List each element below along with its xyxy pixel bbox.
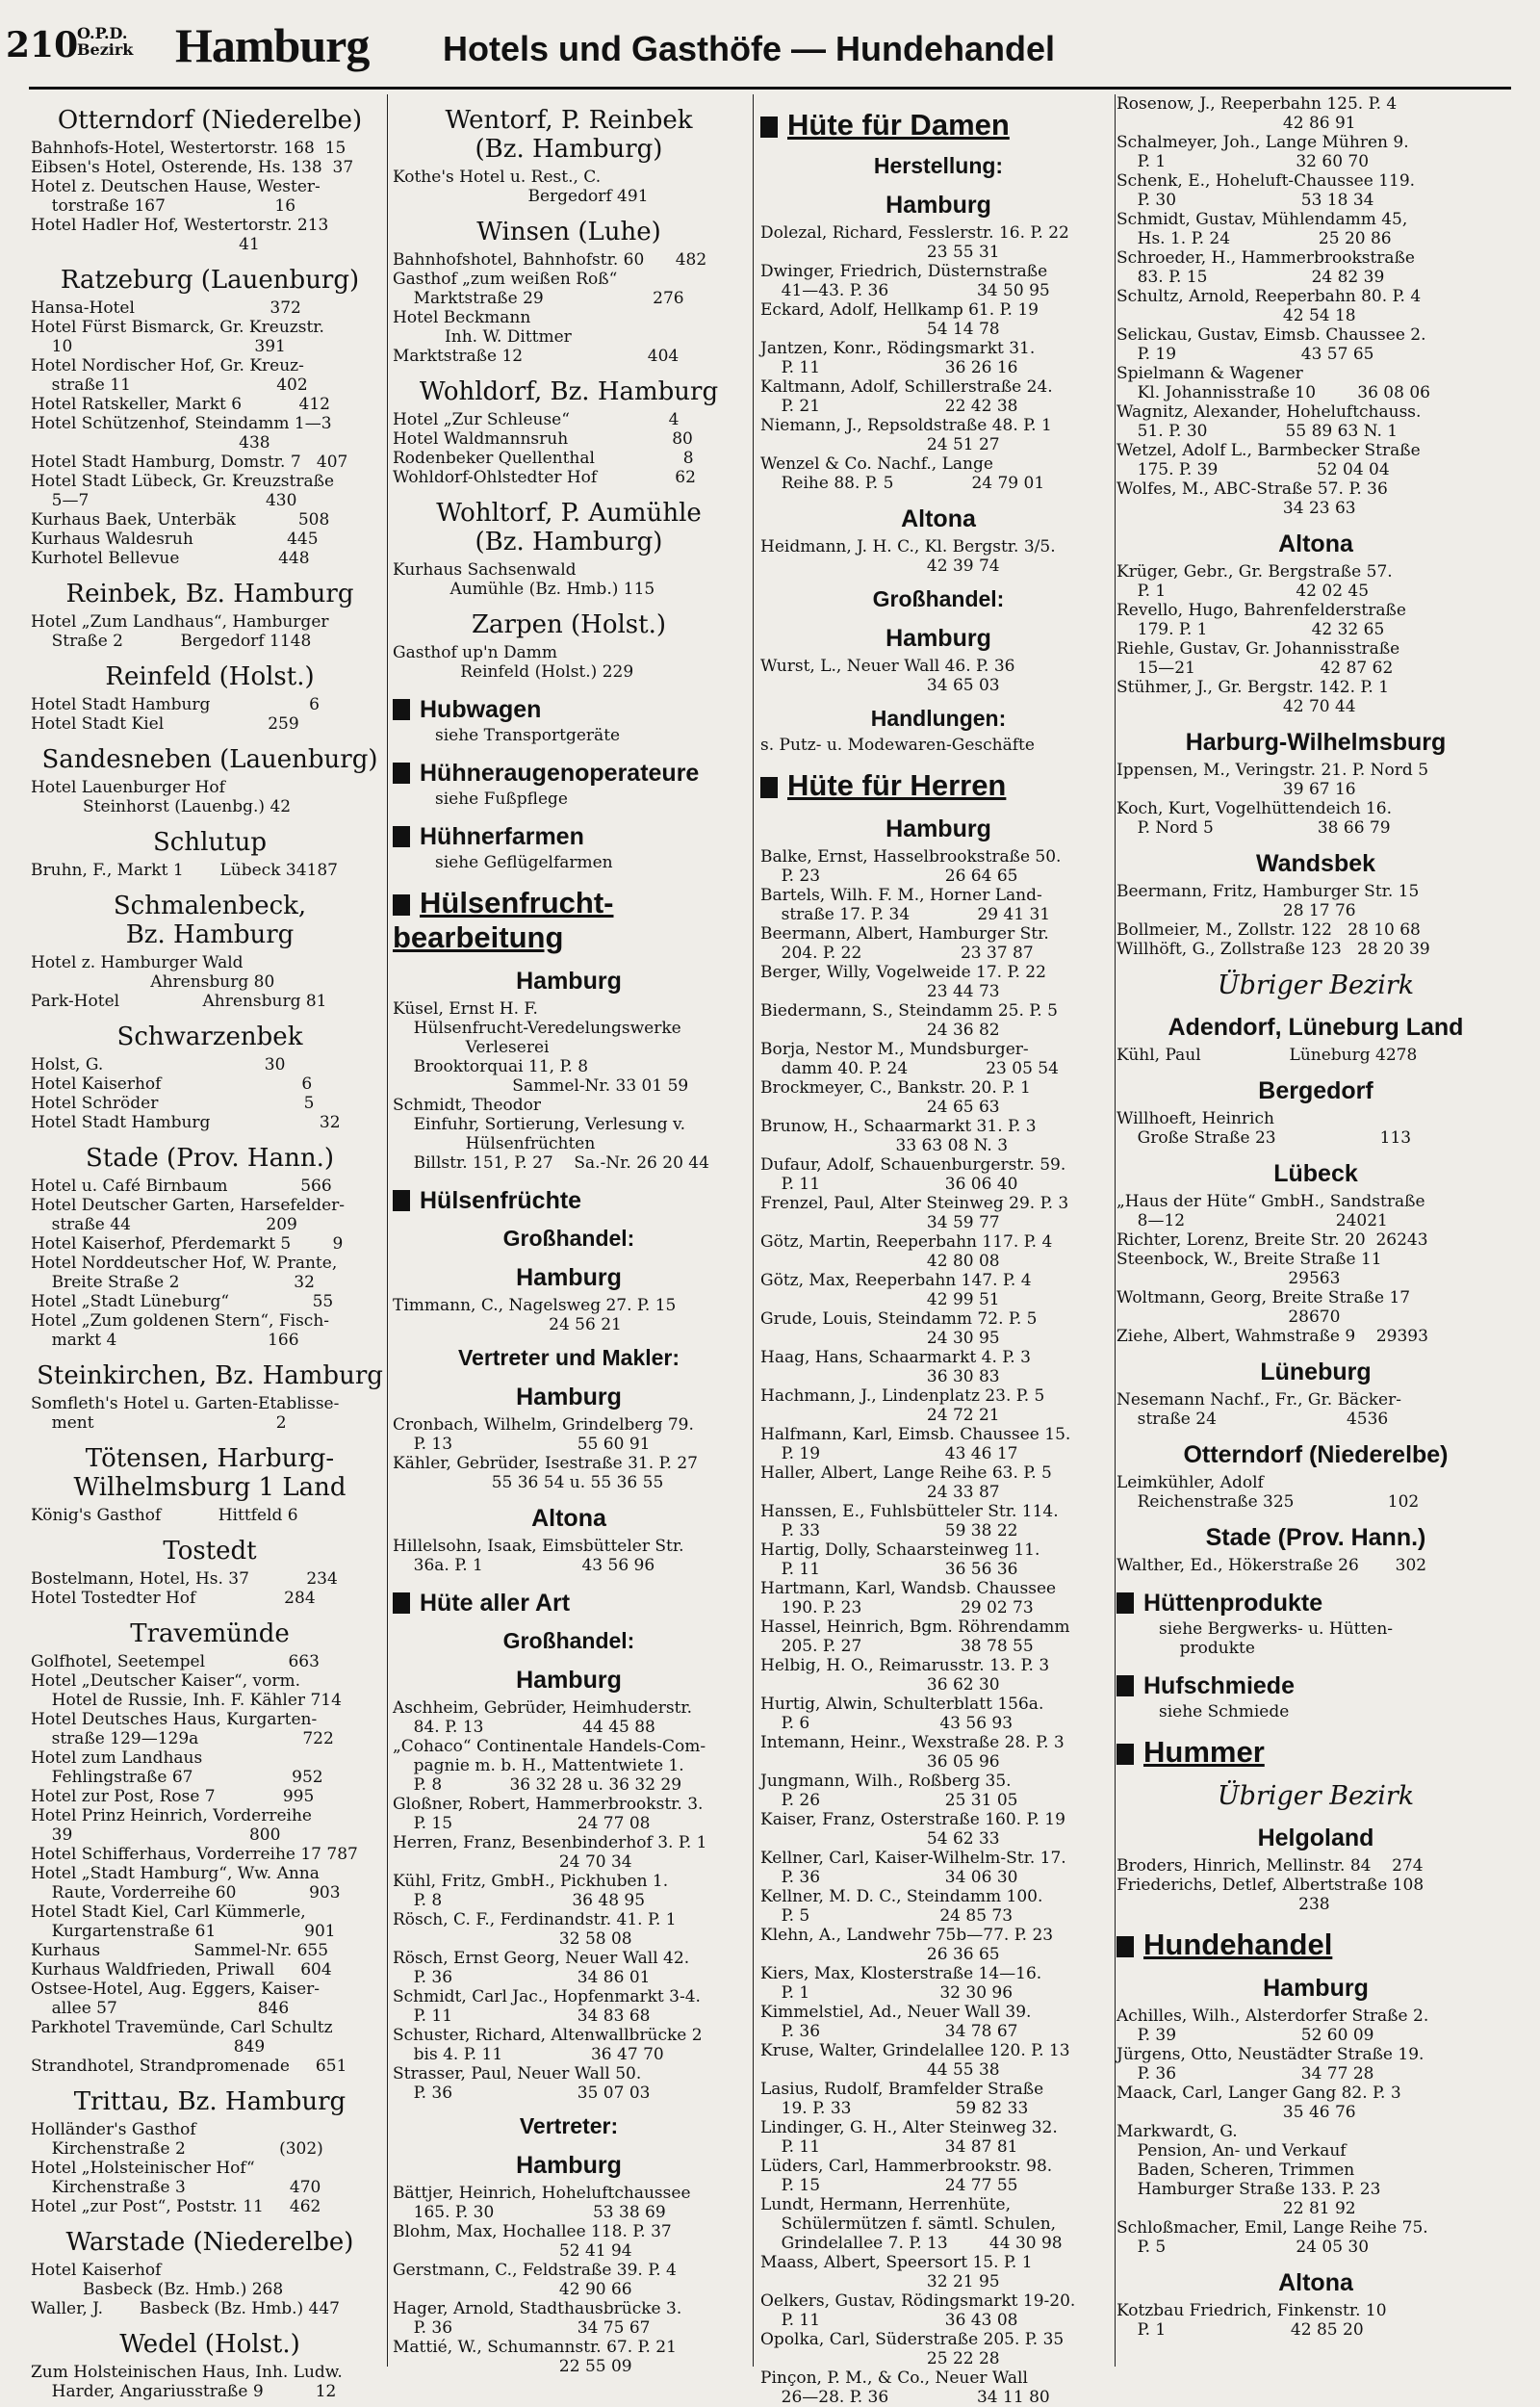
region-heading: Bergedorf	[1258, 1077, 1373, 1104]
listing-entry: Hotel Kaiserhof Basbeck (Bz. Hmb.) 268	[31, 2261, 284, 2299]
region-heading: Wandsbek	[1255, 850, 1376, 877]
region-heading: Adendorf, Lüneburg Land	[1168, 1014, 1464, 1041]
listing-entry: Kurhaus Baek, Unterbäk 508	[31, 510, 330, 530]
place-heading: Stade (Prov. Hann.)	[86, 1144, 334, 1173]
column-1	[31, 94, 389, 2401]
region-heading: Helgoland	[1257, 1825, 1374, 1851]
column-divider	[753, 94, 754, 2367]
category-heading-text: Hülsenfrucht- bearbeitung	[393, 886, 614, 954]
listing-entry: Hartmann, Karl, Wandsb. Chaussee 190. P. 23 29 02 73	[760, 1579, 1057, 1618]
listing-entry: Kühl, Paul Lüneburg 4278	[1116, 1046, 1418, 1065]
subsection-heading: Herstellung:	[873, 153, 1004, 178]
listing-entry: Marktstraße 12 404	[393, 347, 680, 366]
category-heading-text: Hülsenfrüchte	[420, 1187, 582, 1214]
listing-entry: Jungmann, Wilh., Roßberg 35. P. 26 25 31 05	[760, 1772, 1018, 1810]
listing-entry: Bahnhofshotel, Bahnhofstr. 60 482	[393, 250, 707, 270]
listing-entry: Brunow, H., Schaarmarkt 31. P. 3 33 63 08 N. 3	[760, 1117, 1037, 1155]
subsection-heading: Großhandel:	[502, 1628, 635, 1653]
business-category-heading	[393, 822, 745, 851]
business-category-heading	[1116, 1928, 1515, 1962]
listing-entry: Schultz, Arnold, Reeperbahn 80. P. 4 42 54 18	[1116, 287, 1422, 325]
business-category-heading	[393, 695, 745, 724]
listing-entry: Hotel Waldmannsruh 80	[393, 429, 693, 449]
listing-entry: Kaiser, Franz, Osterstraße 160. P. 19 54 62 33	[760, 1810, 1065, 1849]
square-bullet-icon	[393, 1592, 410, 1614]
see-also-reference: siehe Bergwerks- u. Hütten- produkte	[1159, 1619, 1394, 1658]
listing-entry: Kothe's Hotel u. Rest., C. Bergedorf 491	[393, 168, 649, 206]
square-bullet-icon	[760, 116, 778, 138]
region-heading: Hamburg	[516, 968, 622, 995]
square-bullet-icon	[1116, 1936, 1134, 1957]
category-heading-text: Hüte für Herren	[787, 768, 1007, 802]
region-heading: Lüneburg	[1260, 1359, 1372, 1385]
place-heading: Schlutup	[152, 828, 267, 857]
listing-entry: Hotel Tostedter Hof 284	[31, 1589, 316, 1608]
listing-entry: Selickau, Gustav, Eimsb. Chaussee 2. P. 19 43 57 65	[1116, 325, 1426, 364]
listing-entry: Holst, G. 30	[31, 1055, 286, 1074]
listing-entry: Berger, Willy, Vogelweide 17. P. 22 23 44 73	[760, 963, 1046, 1001]
listing-entry: Kellner, Carl, Kaiser-Wilhelm-Str. 17. P. 36 34 06 30	[760, 1849, 1066, 1887]
listing-entry: Wagnitz, Alexander, Hoheluftchauss. 51. P. 30 55 89 63 N. 1	[1116, 402, 1422, 441]
listing-entry: Kimmelstiel, Ad., Neuer Wall 39. P. 36 34 78 67	[760, 2003, 1032, 2041]
business-category-heading	[393, 759, 745, 788]
listing-entry: Riehle, Gustav, Gr. Johannisstraße 15—21 42 87 62	[1116, 639, 1400, 678]
listing-entry: Bollmeier, M., Zollstr. 122 28 10 68	[1116, 920, 1421, 940]
listing-entry: Rodenbeker Quellenthal 8	[393, 449, 694, 468]
business-category-heading	[1116, 1735, 1515, 1770]
listing-entry: Kotzbau Friedrich, Finkenstr. 10 P. 1 42 85 20	[1116, 2301, 1387, 2340]
listing-entry: Schuster, Richard, Altenwallbrücke 2 bis 4. P. 11 36 47 70	[393, 2026, 703, 2064]
listing-entry: Kellner, M. D. C., Steindamm 100. P. 5 24 85 73	[760, 1887, 1043, 1926]
listing-entry: Lasius, Rudolf, Bramfelder Straße 19. P. 33 59 82 33	[760, 2080, 1044, 2118]
listing-entry: Kurhaus Sammel-Nr. 655	[31, 1941, 329, 1960]
place-heading: Winsen (Luhe)	[476, 218, 661, 246]
listing-entry: Jantzen, Konr., Rödingsmarkt 31. P. 11 36 26 16	[760, 339, 1036, 377]
listing-entry: Bruhn, F., Markt 1 Lübeck 34187	[31, 861, 338, 880]
place-heading: Reinfeld (Holst.)	[105, 662, 315, 691]
listing-entry: Krüger, Gebr., Gr. Bergstraße 57. P. 1 42 02 45	[1116, 562, 1393, 601]
region-heading: Harburg-Wilhelmsburg	[1185, 729, 1447, 756]
place-heading: Travemünde	[130, 1619, 290, 1648]
listing-entry: Hotel „Deutscher Kaiser“, vorm. Hotel de Russie, Inh. F. Kähler 714	[31, 1671, 342, 1710]
listing-entry: Broders, Hinrich, Mellinstr. 84 274	[1116, 1856, 1424, 1876]
listing-entry: Ostsee-Hotel, Aug. Eggers, Kaiser- allee 57 846	[31, 1980, 321, 2018]
place-heading: Trittau, Bz. Hamburg	[73, 2087, 346, 2116]
header-title: Hotels und Gasthöfe — Hundehandel	[443, 29, 1056, 68]
listing-entry: Hotel „Stadt Lüneburg“ 55	[31, 1292, 334, 1311]
listing-entry: Schroeder, H., Hammerbrookstraße 83. P. 15 24 82 39	[1116, 248, 1415, 287]
listing-entry: Ippensen, M., Veringstr. 21. P. Nord 5 39 67 16	[1116, 761, 1429, 799]
square-bullet-icon	[760, 777, 778, 798]
listing-entry: Gasthof up'n Damm Reinfeld (Holst.) 229	[393, 643, 634, 682]
listing-entry: Götz, Max, Reeperbahn 147. P. 4 42 99 51	[760, 1271, 1032, 1309]
category-heading-text: Hühneraugenoperateure	[420, 760, 700, 787]
listing-entry: Balke, Ernst, Hasselbrookstraße 50. P. 23 26 64 65	[760, 847, 1062, 886]
region-heading: Stade (Prov. Hann.)	[1205, 1524, 1426, 1551]
listing-entry: Grude, Louis, Steindamm 72. P. 5 24 30 95	[760, 1309, 1038, 1348]
listing-entry: Hotel Stadt Hamburg 6	[31, 695, 320, 714]
listing-entry: Hurtig, Alwin, Schulterblatt 156a. P. 6 43 56 93	[760, 1695, 1044, 1733]
place-heading: Schmalenbeck, Bz. Hamburg	[113, 892, 307, 949]
listing-entry: Hotel Kaiserhof 6	[31, 1074, 313, 1094]
listing-entry: Halfmann, Karl, Eimsb. Chaussee 15. P. 19 43 46 17	[760, 1425, 1071, 1463]
listing-entry: Mattié, W., Schumannstr. 67. P. 21 22 55 09	[393, 2338, 677, 2376]
listing-entry: Hartig, Dolly, Schaarsteinweg 11. P. 11 36 56 36	[760, 1540, 1040, 1579]
see-also-reference: siehe Transportgeräte	[435, 726, 621, 745]
listing-entry: Jürgens, Otto, Neustädter Straße 19. P. 36 34 77 28	[1116, 2045, 1424, 2083]
listing-entry: Stühmer, J., Gr. Bergstr. 142. P. 1 42 70 44	[1116, 678, 1390, 716]
listing-entry: Park-Hotel Ahrensburg 81	[31, 992, 327, 1011]
subsection-heading: Vertreter und Makler:	[457, 1345, 680, 1370]
square-bullet-icon	[393, 699, 410, 720]
region-heading: Otterndorf (Niederelbe)	[1183, 1441, 1449, 1468]
listing-entry: Hotel u. Café Birnbaum 566	[31, 1177, 332, 1196]
listing-entry: Dolezal, Richard, Fesslerstr. 16. P. 22 23 55 31	[760, 223, 1069, 262]
listing-entry: Hotel Schröder 5	[31, 1094, 315, 1113]
business-category-heading	[1116, 1671, 1515, 1700]
listing-entry: Intemann, Heinr., Wexstraße 28. P. 3 36 05 96	[760, 1733, 1065, 1772]
bezirk-label: O.P.D. Bezirk	[77, 24, 134, 59]
place-heading: Wedel (Holst.)	[119, 2330, 300, 2359]
listing-entry: Steenbock, W., Breite Straße 11 29563	[1116, 1250, 1382, 1288]
listing-entry: Hotel zum Landhaus Fehlingstraße 67 952	[31, 1748, 323, 1787]
listing-entry: Schloßmacher, Emil, Lange Reihe 75. P. 5 24 05 30	[1116, 2218, 1428, 2257]
listing-entry: Willhoeft, Heinrich Große Straße 23 113	[1116, 1109, 1412, 1148]
square-bullet-icon	[393, 894, 410, 916]
listing-entry: Kühl, Fritz, GmbH., Pickhuben 1. P. 8 36 48 95	[393, 1872, 669, 1910]
listing-entry: Gloßner, Robert, Hammerbrookstr. 3. P. 15 24 77 08	[393, 1795, 704, 1833]
place-heading: Otterndorf (Niederelbe)	[57, 106, 363, 135]
listing-entry: Schmidt, Carl Jac., Hopfenmarkt 3-4. P. 11 34 83 68	[393, 1987, 701, 2026]
listing-entry: Hotel Norddeutscher Hof, W. Prante, Breite Straße 2 32	[31, 1254, 338, 1292]
listing-entry: Rosenow, J., Reeperbahn 125. P. 4 42 86 91	[1116, 94, 1398, 133]
listing-entry: Kruse, Walter, Grindelallee 120. P. 13 44 55 38	[760, 2041, 1070, 2080]
listing-entry: Zum Holsteinischen Haus, Inh. Ludw. Harder, Angariusstraße 9 12	[31, 2363, 343, 2401]
listing-entry: Rösch, Ernst Georg, Neuer Wall 42. P. 36 34 86 01	[393, 1949, 690, 1987]
region-heading: Altona	[901, 505, 976, 532]
business-category-heading	[393, 886, 745, 955]
region-heading: Hamburg	[516, 1667, 622, 1694]
listing-entry: Hotel Stadt Lübeck, Gr. Kreuzstraße 5—7 430	[31, 472, 335, 510]
listing-entry: Richter, Lorenz, Breite Str. 20 26243	[1116, 1230, 1428, 1250]
place-heading: Reinbek, Bz. Hamburg	[65, 580, 354, 608]
listing-entry: Hotel „Zum Landhaus“, Hamburger Straße 2 Bergedorf 1148	[31, 612, 329, 651]
header-city: Hamburg	[175, 18, 370, 72]
listing-entry: Holländer's Gasthof Kirchenstraße 2 (302)	[31, 2120, 323, 2159]
listing-entry: Timmann, C., Nagelsweg 27. P. 15 24 56 21	[393, 1296, 677, 1334]
listing-entry: Hotel Deutscher Garten, Harsefelder- straße 44 209	[31, 1196, 346, 1234]
listing-entry: Hotel Beckmann Inh. W. Dittmer	[393, 308, 572, 347]
listing-entry: Kurhaus Waldfrieden, Priwall 604	[31, 1960, 332, 1980]
listing-entry: Wohldorf-Ohlstedter Hof 62	[393, 468, 696, 487]
listing-entry: Frenzel, Paul, Alter Steinweg 29. P. 3 34 59 77	[760, 1194, 1069, 1232]
listing-entry: Walther, Ed., Hökerstraße 26 302	[1116, 1556, 1427, 1575]
place-heading: Wentorf, P. Reinbek (Bz. Hamburg)	[445, 106, 693, 164]
listing-entry: Bättjer, Heinrich, Hoheluftchaussee 165. P. 30 53 38 69	[393, 2184, 691, 2222]
listing-entry: s. Putz- u. Modewaren-Geschäfte	[760, 736, 1035, 755]
region-heading: Altona	[1278, 531, 1353, 557]
region-heading: Altona	[531, 1505, 606, 1532]
place-heading: Schwarzenbek	[116, 1022, 303, 1051]
region-heading: Altona	[1278, 2269, 1353, 2296]
listing-entry: Woltmann, Georg, Breite Straße 17 28670	[1116, 1288, 1411, 1327]
listing-entry: Hotel Prinz Heinrich, Vorderreihe 39 800	[31, 1806, 312, 1845]
listing-entry: Hachmann, J., Lindenplatz 23. P. 5 24 72 21	[760, 1386, 1045, 1425]
square-bullet-icon	[1116, 1675, 1134, 1696]
listing-entry: Somfleth's Hotel u. Garten-Etablisse- ment 2	[31, 1394, 340, 1433]
place-heading: Sandesneben (Lauenburg)	[41, 745, 378, 774]
square-bullet-icon	[393, 1190, 410, 1211]
listing-entry: Maack, Carl, Langer Gang 82. P. 3 35 46 76	[1116, 2083, 1401, 2122]
subsection-heading: Handlungen:	[870, 706, 1007, 731]
region-heading: Hamburg	[886, 192, 991, 219]
header-rule	[29, 87, 1511, 90]
place-heading: Warstade (Niederelbe)	[65, 2228, 354, 2257]
listing-entry: Golfhotel, Seetempel 663	[31, 1652, 320, 1671]
listing-entry: „Cohaco“ Continentale Handels-Com- pagnie m. b. H., Mattentwiete 1. P. 8 36 32 28 u. 36 32 29	[393, 1737, 706, 1795]
place-heading: Tötensen, Harburg- Wilhelmsburg 1 Land	[73, 1444, 346, 1502]
place-heading: Wohldorf, Bz. Hamburg	[419, 377, 719, 406]
place-heading: Tostedt	[163, 1537, 257, 1566]
listing-entry: Eckard, Adolf, Hellkamp 61. P. 19 54 14 78	[760, 300, 1039, 339]
category-heading-text: Hüte für Damen	[787, 108, 1010, 142]
listing-entry: Dufaur, Adolf, Schauenburgerstr. 59. P. 11 36 06 40	[760, 1155, 1066, 1194]
listing-entry: Friederichs, Detlef, Albertstraße 108 238	[1116, 1876, 1424, 1914]
region-heading: Hamburg	[886, 625, 991, 652]
listing-entry: Hotel „zur Post“, Poststr. 11 462	[31, 2197, 321, 2216]
category-heading-text: Hüttenprodukte	[1143, 1590, 1323, 1617]
listing-entry: Hotel z. Deutschen Hause, Wester- torstraße 167 16	[31, 177, 321, 216]
listing-entry: Willhöft, G., Zollstraße 123 28 20 39	[1116, 940, 1430, 959]
business-category-heading	[393, 1589, 745, 1618]
region-heading: Hamburg	[516, 2152, 622, 2179]
listing-entry: Hotel Fürst Bismarck, Gr. Kreuzstr. 10 391	[31, 318, 324, 356]
listing-entry: Opolka, Carl, Süderstraße 205. P. 35 25 22 28	[760, 2330, 1065, 2368]
listing-entry: Rösch, C. F., Ferdinandstr. 41. P. 1 32 58 08	[393, 1910, 677, 1949]
listing-entry: Hanssen, E., Fuhlsbütteler Str. 114. P. 33 59 38 22	[760, 1502, 1059, 1540]
listing-entry: Kurhotel Bellevue 448	[31, 549, 310, 568]
listing-entry: Achilles, Wilh., Alsterdorfer Straße 2. P. 39 52 60 09	[1116, 2006, 1429, 2045]
listing-entry: Helbig, H. O., Reimarusstr. 13. P. 3 36 62 30	[760, 1656, 1050, 1695]
see-also-reference: siehe Fußpflege	[435, 789, 568, 809]
listing-entry: Borja, Nestor M., Mundsburger- damm 40. P. 24 23 05 54	[760, 1040, 1059, 1078]
listing-entry: Hotel Lauenburger Hof Steinhorst (Lauenbg.) 42	[31, 778, 292, 816]
listing-entry: Bartels, Wilh. F. M., Horner Land- straße 17. P. 34 29 41 31	[760, 886, 1051, 924]
listing-entry: Kaltmann, Adolf, Schillerstraße 24. P. 21 22 42 38	[760, 377, 1053, 416]
listing-entry: Hillelsohn, Isaak, Eimsbütteler Str. 36a. P. 1 43 56 96	[393, 1537, 684, 1575]
category-heading-text: Hühnerfarmen	[420, 823, 584, 850]
listing-entry: Hotel Stadt Kiel 259	[31, 714, 299, 734]
listing-entry: Haag, Hans, Schaarmarkt 4. P. 3 36 30 83	[760, 1348, 1031, 1386]
listing-entry: Haller, Albert, Lange Reihe 63. P. 5 24 33 87	[760, 1463, 1052, 1502]
listing-entry: Waller, J. Basbeck (Bz. Hmb.) 447	[31, 2299, 340, 2318]
see-also-reference: siehe Geflügelfarmen	[435, 853, 613, 872]
listing-entry: Hansa-Hotel 372	[31, 298, 301, 318]
listing-entry: Hotel Ratskeller, Markt 6 412	[31, 395, 330, 414]
place-heading: Ratzeburg (Lauenburg)	[60, 266, 360, 295]
listing-entry: Nesemann Nachf., Fr., Gr. Bäcker- straße 24 4536	[1116, 1390, 1401, 1429]
category-heading-text: Hüte aller Art	[420, 1590, 571, 1617]
category-heading-text: Hubwagen	[420, 696, 542, 723]
listing-entry: Brockmeyer, C., Bankstr. 20. P. 1 24 65 63	[760, 1078, 1031, 1117]
listing-entry: Ziehe, Albert, Wahmstraße 9 29393	[1116, 1327, 1428, 1346]
listing-entry: Kiers, Max, Klosterstraße 14—16. P. 1 32 30 96	[760, 1964, 1042, 2003]
listing-entry: Strasser, Paul, Neuer Wall 50. P. 36 35 07 03	[393, 2064, 651, 2103]
listing-entry: Kurhaus Sachsenwald Aumühle (Bz. Hmb.) 115	[393, 560, 655, 599]
listing-entry: Hager, Arnold, Stadthausbrücke 3. P. 36 34 75 67	[393, 2299, 682, 2338]
listing-entry: Gasthof „zum weißen Roß“ Marktstraße 29 276	[393, 270, 684, 308]
listing-entry: Parkhotel Travemünde, Carl Schultz 849	[31, 2018, 333, 2057]
listing-entry: Beermann, Albert, Hamburger Str. 204. P. 22 23 37 87	[760, 924, 1049, 963]
square-bullet-icon	[1116, 1592, 1134, 1614]
listing-entry: Hotel Schützenhof, Steindamm 1—3 438	[31, 414, 332, 453]
region-heading: Hamburg	[886, 815, 991, 842]
listing-entry: Gerstmann, C., Feldstraße 39. P. 4 42 90 66	[393, 2261, 677, 2299]
listing-entry: Hotel Stadt Hamburg 32	[31, 1113, 341, 1132]
listing-entry: Niemann, J., Repsoldstraße 48. P. 1 24 51 27	[760, 416, 1052, 454]
listing-entry: Klehn, A., Landwehr 75b—77. P. 23 26 36 65	[760, 1926, 1054, 1964]
region-italic-heading: Übriger Bezirk	[1217, 1781, 1415, 1811]
region-italic-heading: Übriger Bezirk	[1217, 971, 1415, 1000]
region-heading: Hamburg	[1263, 1975, 1369, 2002]
region-heading: Lübeck	[1273, 1160, 1358, 1187]
listing-entry: Hotel Kaiserhof, Pferdemarkt 5 9	[31, 1234, 344, 1254]
business-category-heading	[1116, 1589, 1515, 1618]
listing-entry: Kurhaus Waldesruh 445	[31, 530, 319, 549]
listing-entry: Hotel Hadler Hof, Westertorstr. 213 41	[31, 216, 329, 254]
listing-entry: Schenk, E., Hoheluft-Chaussee 119. P. 30 53 18 34	[1116, 171, 1416, 210]
listing-entry: Küsel, Ernst H. F. Hülsenfrucht-Veredelungswerke Verleserei Brooktorquai 11, P. 8 Sammel-Nr. 33 01 59	[393, 999, 689, 1096]
listing-entry: Kähler, Gebrüder, Isestraße 31. P. 27 55 36 54 u. 55 36 55	[393, 1454, 698, 1492]
listing-entry: Pinçon, P. M., & Co., Neuer Wall 26—28. P. 36 34 11 80	[760, 2368, 1050, 2407]
listing-entry: Lindinger, G. H., Alter Steinweg 32. P. 11 34 87 81	[760, 2118, 1058, 2157]
column-3	[760, 94, 1116, 2407]
listing-entry: Hotel „Holsteinischer Hof“ Kirchenstraße 3 470	[31, 2159, 321, 2197]
subsection-heading: Vertreter:	[519, 2113, 619, 2138]
listing-entry: Markwardt, G. Pension, An- und Verkauf Baden, Scheren, Trimmen Hamburger Straße 133. P. 23 22 81 92	[1116, 2122, 1381, 2218]
place-heading: Zarpen (Holst.)	[471, 610, 667, 639]
subsection-heading: Großhandel:	[502, 1226, 635, 1251]
listing-entry: Revello, Hugo, Bahrenfelderstraße 179. P. 1 42 32 65	[1116, 601, 1406, 639]
category-heading-text: Hufschmiede	[1143, 1672, 1295, 1699]
listing-entry: Dwinger, Friedrich, Düsternstraße 41—43. P. 36 34 50 95	[760, 262, 1050, 300]
square-bullet-icon	[1116, 1744, 1134, 1765]
listing-entry: Herren, Franz, Besenbinderhof 3. P. 1 24 70 34	[393, 1833, 707, 1872]
listing-entry: Bostelmann, Hotel, Hs. 37 234	[31, 1569, 338, 1589]
listing-entry: Biedermann, S., Steindamm 25. P. 5 24 36 82	[760, 1001, 1058, 1040]
listing-entry: „Haus der Hüte“ GmbH., Sandstraße 8—12 24021	[1116, 1192, 1425, 1230]
listing-entry: Hotel z. Hamburger Wald Ahrensburg 80	[31, 953, 275, 992]
listing-entry: Koch, Kurt, Vogelhüttendeich 16. P. Nord 5 38 66 79	[1116, 799, 1392, 838]
category-heading-text: Hundehandel	[1143, 1928, 1333, 1961]
category-heading-text: Hummer	[1143, 1735, 1265, 1769]
region-heading: Hamburg	[516, 1264, 622, 1291]
place-heading: Wohltorf, P. Aumühle (Bz. Hamburg)	[436, 499, 702, 556]
listing-entry: Schalmeyer, Joh., Lange Mühren 9. P. 1 32 60 70	[1116, 133, 1409, 171]
listing-entry: Strandhotel, Strandpromenade 651	[31, 2057, 347, 2076]
listing-entry: Schmidt, Theodor Einfuhr, Sortierung, Verlesung v. Hülsenfrüchten Billstr. 151, P. 27 Sa.-Nr. 26 20 44	[393, 1096, 709, 1173]
listing-entry: Cronbach, Wilhelm, Grindelberg 79. P. 13 55 60 91	[393, 1415, 694, 1454]
column-2	[393, 94, 745, 2376]
listing-entry: Hotel „Zum goldenen Stern“, Fisch- markt 4 166	[31, 1311, 330, 1350]
listing-entry: Hotel zur Post, Rose 7 995	[31, 1787, 315, 1806]
listing-entry: Götz, Martin, Reeperbahn 117. P. 4 42 80 08	[760, 1232, 1053, 1271]
listing-entry: Aschheim, Gebrüder, Heimhuderstr. 84. P. 13 44 45 88	[393, 1698, 693, 1737]
listing-entry: Maass, Albert, Speersort 15. P. 1 32 21 95	[760, 2253, 1033, 2291]
place-heading: Steinkirchen, Bz. Hamburg	[37, 1361, 383, 1390]
listing-entry: Blohm, Max, Hochallee 118. P. 37 52 41 94	[393, 2222, 672, 2261]
region-heading: Hamburg	[516, 1384, 622, 1411]
listing-entry: Heidmann, J. H. C., Kl. Bergstr. 3/5. 42 39 74	[760, 537, 1056, 576]
listing-entry: Hassel, Heinrich, Bgm. Röhrendamm 205. P. 27 38 78 55	[760, 1618, 1070, 1656]
square-bullet-icon	[393, 763, 410, 784]
listing-entry: Hotel „Stadt Hamburg“, Ww. Anna Raute, Vorderreihe 60 903	[31, 1864, 341, 1902]
listing-entry: Lüders, Carl, Hammerbrookstr. 98. P. 15 24 77 55	[760, 2157, 1053, 2195]
listing-entry: Schmidt, Gustav, Mühlendamm 45, Hs. 1. P. 24 25 20 86	[1116, 210, 1408, 248]
listing-entry: Bahnhofs-Hotel, Westertorstr. 168 15	[31, 139, 346, 158]
listing-entry: König's Gasthof Hittfeld 6	[31, 1506, 298, 1525]
listing-entry: Oelkers, Gustav, Rödingsmarkt 19-20. P. 11 36 43 08	[760, 2291, 1076, 2330]
business-category-heading	[393, 1186, 745, 1215]
listing-entry: Wenzel & Co. Nachf., Lange Reihe 88. P. 5 24 79 01	[760, 454, 1045, 493]
square-bullet-icon	[393, 826, 410, 847]
business-category-heading	[760, 108, 1116, 142]
listing-entry: Wolfes, M., ABC-Straße 57. P. 36 34 23 63	[1116, 479, 1388, 518]
listing-entry: Wurst, L., Neuer Wall 46. P. 36 34 65 03	[760, 657, 1015, 695]
listing-entry: Wetzel, Adolf L., Barmbecker Straße 175. P. 39 52 04 04	[1116, 441, 1421, 479]
listing-entry: Hotel „Zur Schleuse“ 4	[393, 410, 680, 429]
listing-entry: Spielmann & Wagener Kl. Johannisstraße 10 36 08 06	[1116, 364, 1430, 402]
listing-entry: Hotel Stadt Hamburg, Domstr. 7 407	[31, 453, 348, 472]
listing-entry: Lundt, Hermann, Herrenhüte, Schülermützen f. sämtl. Schulen, Grindelallee 7. P. 13 44 30 98	[760, 2195, 1063, 2253]
listing-entry: Leimkühler, Adolf Reichenstraße 325 102	[1116, 1473, 1420, 1512]
see-also-reference: siehe Schmiede	[1159, 1702, 1290, 1721]
business-category-heading	[760, 768, 1116, 803]
page-number: 210	[6, 25, 79, 65]
listing-entry: Beermann, Fritz, Hamburger Str. 15 28 17 76	[1116, 882, 1420, 920]
listing-entry: Eibsen's Hotel, Osterende, Hs. 138 37	[31, 158, 354, 177]
listing-entry: Hotel Stadt Kiel, Carl Kümmerle, Kurgartenstraße 61 901	[31, 1902, 336, 1941]
subsection-heading: Großhandel:	[872, 586, 1005, 611]
listing-entry: Hotel Schifferhaus, Vorderreihe 17 787	[31, 1845, 358, 1864]
column-4	[1116, 94, 1515, 2367]
listing-entry: Hotel Nordischer Hof, Gr. Kreuz- straße 11 402	[31, 356, 308, 395]
listing-entry: Hotel Deutsches Haus, Kurgarten- straße 129—129a 722	[31, 1710, 334, 1748]
